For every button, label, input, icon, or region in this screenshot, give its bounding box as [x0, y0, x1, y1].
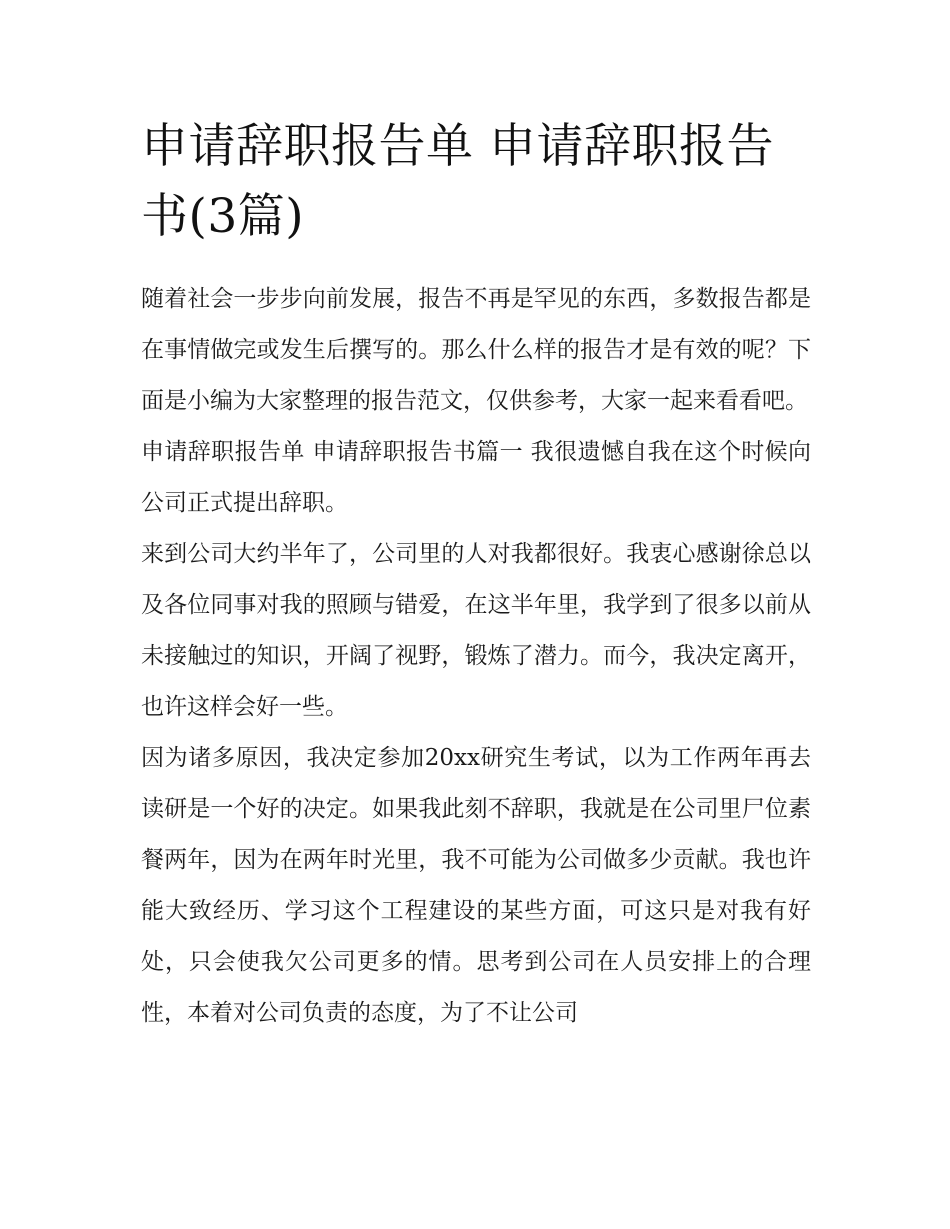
document-title: 申请辞职报告单 申请辞职报告书(3篇) [141, 119, 774, 244]
paragraph-reasons: 因为诸多原因，我决定参加20xx研究生考试，以为工作两年再去读研是一个好的决定。如果我此刻不辞职，我就是在公司里尸位素餐两年，因为在两年时光里，我不可能为公司做多少贡献。我也许能大致经历、学习这个工程建设的某些方面，可这只是对我有好处，只会使我欠公司更多的情。思考到公司在人员安排上的合理性，本着对公司负责的态度，为了不让公司 [141, 745, 811, 1026]
paragraph-section-one-heading: 申请辞职报告单 申请辞职报告书篇一 我很遗憾自我在这个时候向公司正式提出辞职。 [141, 439, 811, 516]
paragraph-intro: 随着社会一步步向前发展，报告不再是罕见的东西，多数报告都是在事情做完或发生后撰写的。那么什么样的报告才是有效的呢？下面是小编为大家整理的报告范文，仅供参考，大家一起来看看吧。 [141, 286, 811, 414]
paragraph-gratitude: 来到公司大约半年了，公司里的人对我都很好。我衷心感谢徐总以及各位同事对我的照顾与错爱，在这半年里，我学到了很多以前从未接触过的知识，开阔了视野，锻炼了潜力。而今，我决定离开，也许这样会好一些。 [141, 541, 811, 720]
document-body [141, 112, 811, 1039]
